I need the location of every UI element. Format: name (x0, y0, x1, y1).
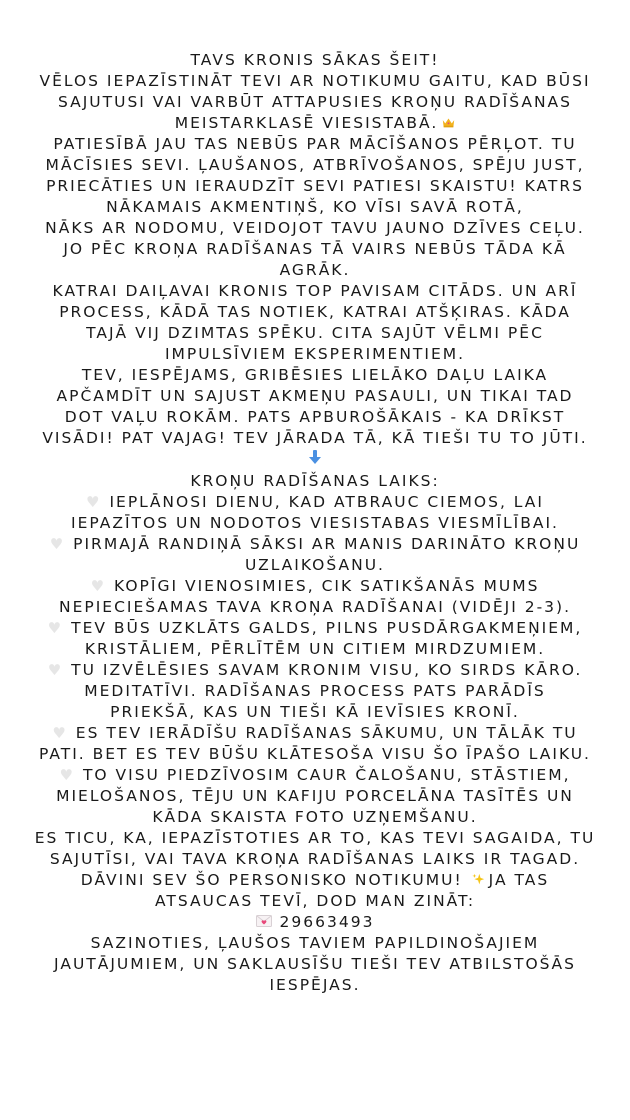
list-item-continued: PATI. BET ES TEV BŪŠU KLĀTESOŠA VISU ŠO ĪPAŠO LAIKU. (38, 745, 591, 763)
list-item-continued: MEDITATĪVI. RADĪŠANAS PROCESS PATS PARĀDĪS (84, 682, 546, 700)
text-line: AGRĀK. (279, 261, 351, 279)
list-item: ♥ KOPĪGI VIENOSIMIES, CIK SATIKŠANĀS MUMS (90, 577, 540, 595)
text-line: ATSAUCAS TEVĪ, DOD MAN ZINĀT: (154, 892, 476, 910)
list-item: ♥ TU IZVĒLĒSIES SAVAM KRONIM VISU, KO SIRDS KĀRO. (47, 661, 583, 679)
text-line: SAZINOTIES, ĻAUŠOS TAVIEM PAPILDINOŠAJIEM (90, 934, 540, 952)
list-item: ♥ IEPLĀNOSI DIENU, KAD ATBRAUC CIEMOS, LAI (86, 493, 544, 511)
text-line: NĀKAMAIS AKMENTIŅŠ, KO VĪSI SAVĀ ROTĀ, (106, 198, 524, 216)
text-line: JO PĒC KROŅA RADĪŠANAS TĀ VAIRS NEBŪS TĀDA KĀ (63, 240, 567, 258)
text-line: TEV, IESPĒJAMS, GRIBĒSIES LIELĀKO DAĻU LAIKA (81, 366, 549, 384)
list-item-continued: PRIEKŠĀ, KAS UN TIEŠI KĀ IEVĪSIES KRONĪ. (110, 703, 520, 721)
phone-number: 29663493 (0, 912, 630, 933)
text-line: VĒLOS IEPAZĪSTINĀT TEVI AR NOTIKUMU GAITU, KAD BŪSI (39, 72, 591, 90)
text-line: PATIESĪBĀ JAU TAS NEBŪS PAR MĀCĪŠANOS PĒRĻOT. TU (53, 135, 577, 153)
list-item: ♥ TO VISU PIEDZĪVOSIM CAUR ČALOŠANU, STĀSTIEM, (59, 766, 571, 784)
text-line: KATRAI DAIĻAVAI KRONIS TOP PAVISAM CITĀDS. UN ARĪ (52, 282, 578, 300)
list-item: ♥ ES TEV IERĀDĪŠU RADĪŠANAS SĀKUMU, UN TĀLĀK TU (52, 724, 578, 742)
arrow-line (0, 449, 630, 471)
list-item: ♥ PIRMAJĀ RANDIŅĀ SĀKSI AR MANIS DARINĀTO KROŅU (49, 535, 581, 553)
white-heart-icon: ♥ (47, 619, 64, 637)
text-line: NĀKS AR NODOMU, VEIDOJOT TAVU JAUNO DZĪVES CEĻU. (45, 219, 585, 237)
crown-icon (442, 116, 455, 129)
text-line: ES TICU, KA, IEPAZĪSTOTIES AR TO, KAS TEVI SAGAIDA, TU (34, 829, 596, 847)
white-heart-icon: ♥ (86, 493, 102, 511)
text-line: DĀVINI SEV ŠO PERSONISKO NOTIKUMU! JA TAS (80, 871, 550, 889)
text-line: IMPULSĪVIEM EKSPERIMENTIEM. (164, 345, 466, 363)
list-item-continued: IEPAZĪTOS UN NODOTOS VIESISTABAS VIESMĪLĪBAI. (71, 514, 559, 532)
list-item-continued: UZLAIKOŠANU. (245, 556, 385, 574)
headline: TAVS KRONIS SĀKAS ŠEIT! (190, 51, 440, 69)
text-line: SAJUTĪSI, VAI TAVA KROŅA RADĪŠANAS LAIKS IR TAGAD. (49, 850, 581, 868)
text-line: VISĀDI! PAT VAJAG! TEV JĀRADA TĀ, KĀ TIEŠI TU TO JŪTI. (42, 429, 588, 447)
white-heart-icon: ♥ (59, 766, 75, 784)
text-line: TAJĀ VIJ DZIMTAS SPĒKU. CITA SAJŪT VĒLMI PĒC (86, 324, 544, 342)
text-line: MĀCĪSIES SEVI. ĻAUŠANOS, ATBRĪVOŠANOS, SPĒJU JUST, (45, 156, 585, 174)
text-line: SAJUTUSI VAI VARBŪT ATTAPUSIES KROŅU RADĪŠANAS (57, 93, 572, 111)
down-arrow-icon (308, 449, 322, 465)
post-text (0, 50, 630, 996)
white-heart-icon: ♥ (47, 661, 64, 679)
text-line: IESPĒJAS. (269, 976, 361, 994)
text-line: JAUTĀJUMIEM, UN SAKLAUSĪŠU TIEŠI TEV ATBILSTOŠĀS (54, 955, 576, 973)
text-line: DOT VAĻU ROKĀM. PATS APBUROŠĀKAIS - KA DRĪKST (64, 408, 566, 426)
text-line: PRIECĀTIES UN IERAUDZĪT SEVI PATIESI SKAISTU! KATRS (46, 177, 584, 195)
white-heart-icon: ♥ (52, 724, 68, 742)
text-line: MEISTARKLASĒ VIESISTABĀ. (0, 113, 630, 134)
text-line: PROCESS, KĀDĀ TAS NOTIEK, KATRAI ATŠĶIRAS. KĀDA (59, 303, 571, 321)
section-title: KROŅU RADĪŠANAS LAIKS: (190, 472, 440, 490)
white-heart-icon: ♥ (49, 535, 66, 553)
list-item: ♥ TEV BŪS UZKLĀTS GALDS, PILNS PUSDĀRGAKMEŅIEM, (47, 619, 583, 637)
list-item-continued: NEPIECIEŠAMAS TAVA KROŅA RADĪŠANAI (VIDĒJI 2-3). (58, 598, 572, 616)
text-line: APČAMDĪT UN SAJUST AKMEŅU PASAULI, UN TIKAI TAD (56, 387, 574, 405)
sparkles-icon (472, 873, 485, 886)
list-item-continued: KĀDA SKAISTA FOTO UZŅEMŠANU. (152, 808, 478, 826)
list-item-continued: MIELOŠANOS, TĒJU UN KAFIJU PORCELĀNA TASĪTĒS UN (56, 787, 574, 805)
white-heart-icon: ♥ (90, 577, 107, 595)
love-letter-icon (256, 915, 272, 927)
list-item-continued: KRISTĀLIEM, PĒRLĪTĒM UN CITIEM MIRDZUMIEM. (84, 640, 546, 658)
